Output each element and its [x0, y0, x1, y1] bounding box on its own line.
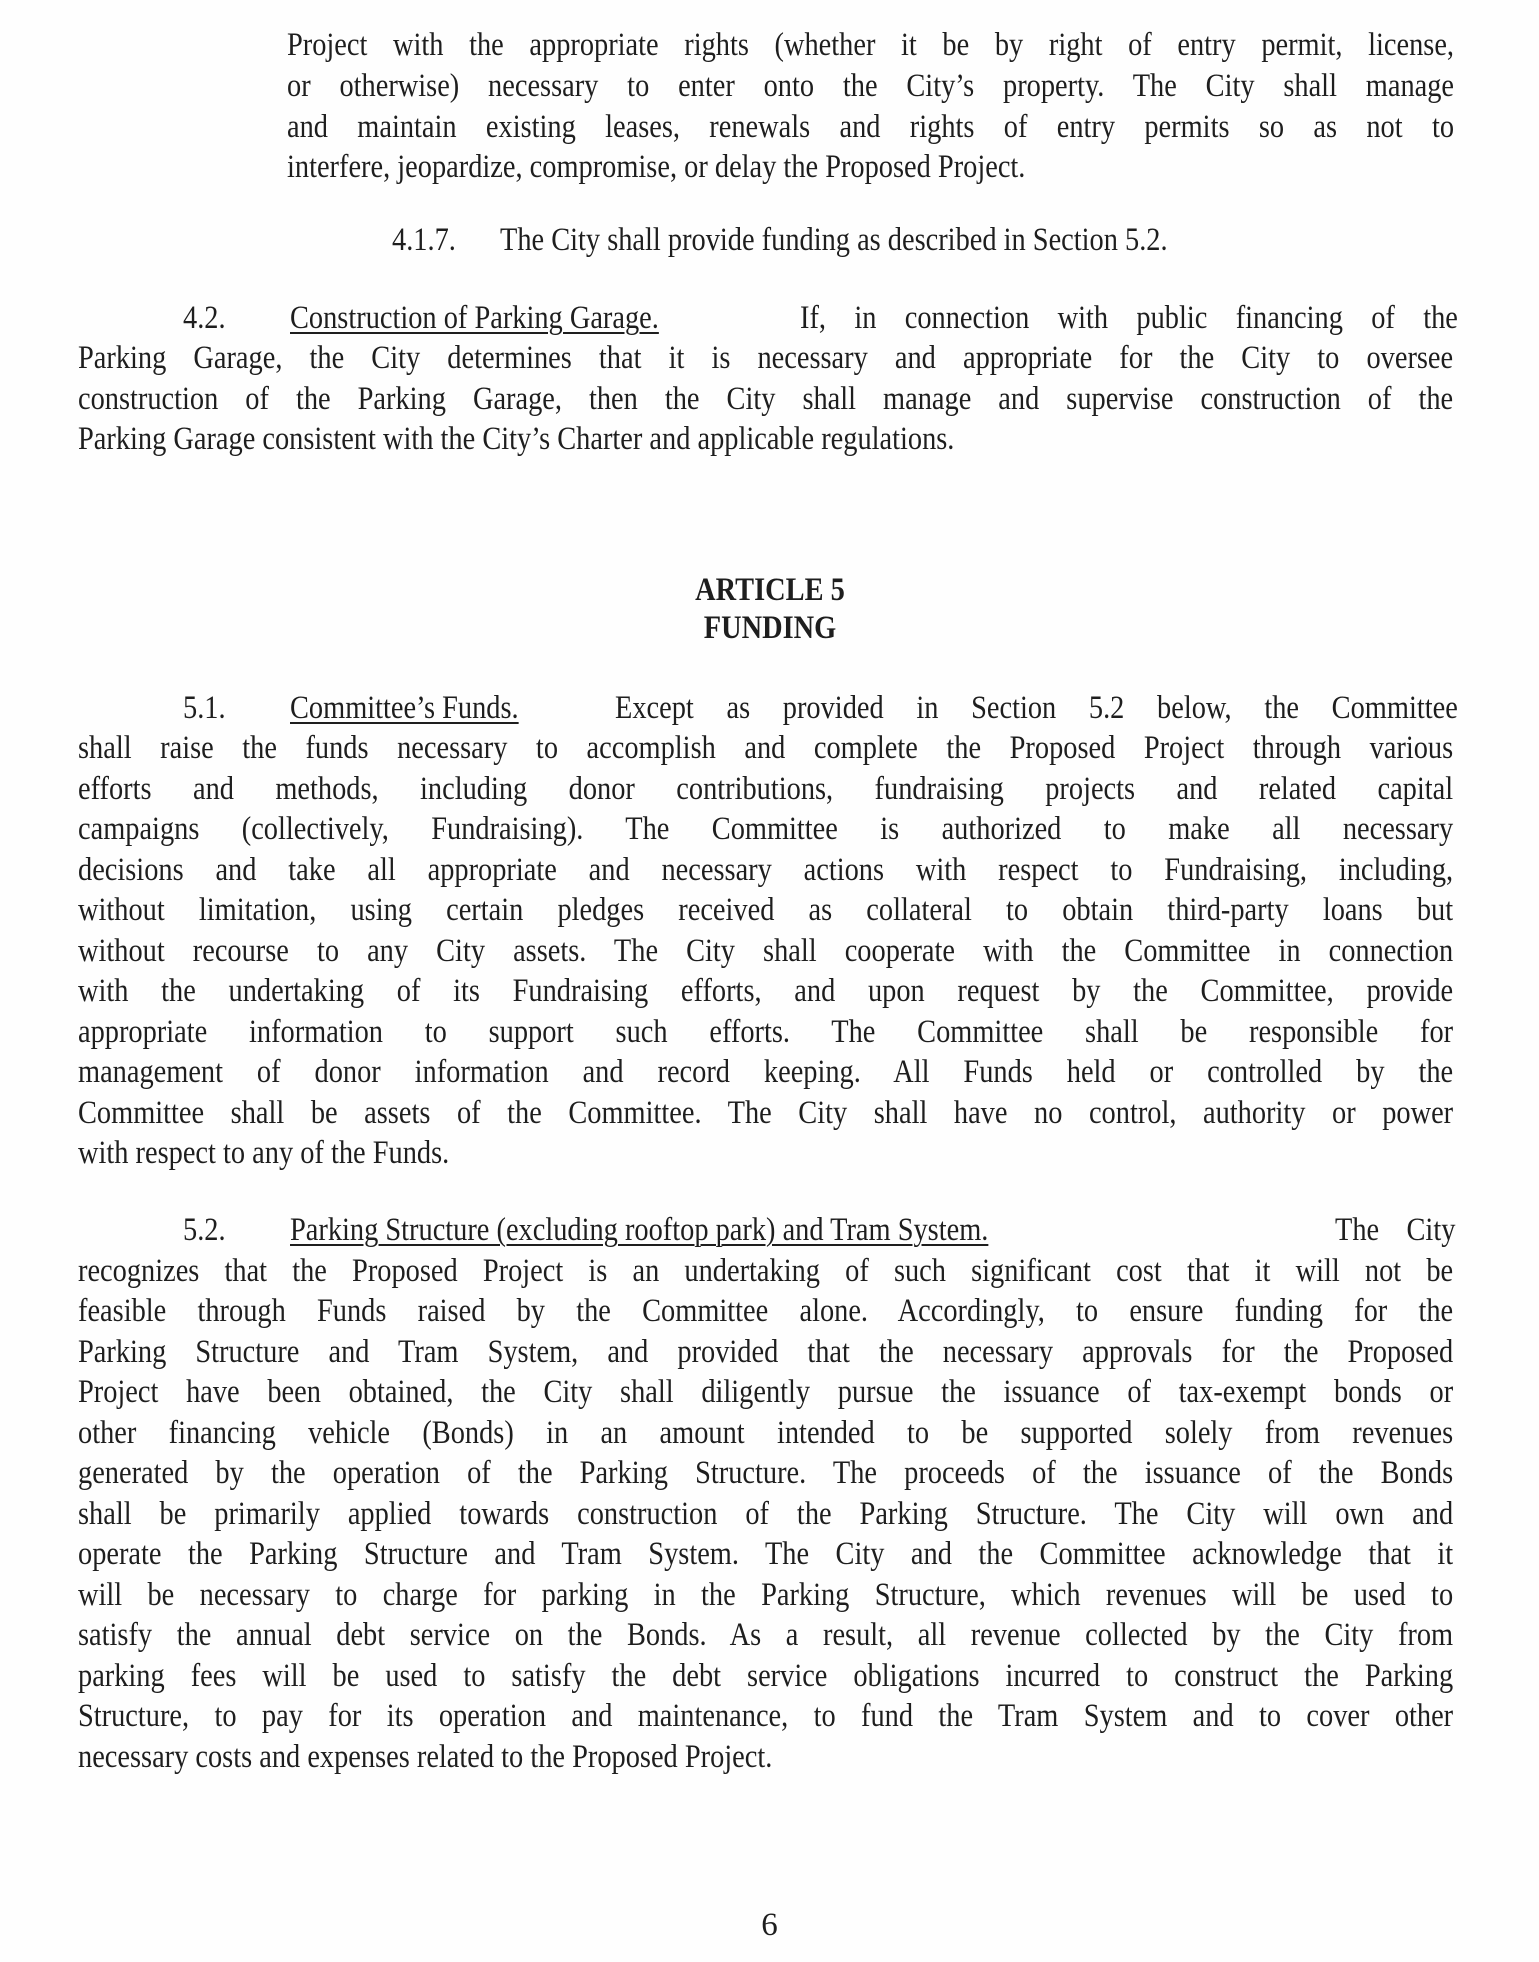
section-heading: Parking Structure (excluding rooftop park) and Tram System. [290, 1212, 989, 1248]
text-line: construction of the Parking Garage, then the City shall manage and supervise construction of the [78, 381, 1454, 417]
text-line: satisfy the annual debt service on the Bonds. As a result, all revenue collected by the City from [78, 1617, 1454, 1653]
text-line: Parking Garage, the City determines that it is necessary and appropriate for the City to oversee [78, 340, 1454, 376]
text-line: necessary costs and expenses related to the Proposed Project. [78, 1739, 773, 1775]
text-line: appropriate information to support such efforts. The Committee shall be responsible for [78, 1014, 1454, 1050]
text-line: or otherwise) necessary to enter onto the City’s property. The City shall manage [287, 68, 1455, 104]
text-line: shall raise the funds necessary to accomplish and complete the Proposed Project through various [78, 730, 1454, 766]
section-number: 4.2. [183, 300, 226, 336]
text-line: will be necessary to charge for parking in the Parking Structure, which revenues will be used to [78, 1577, 1454, 1613]
text-line: with respect to any of the Funds. [78, 1135, 450, 1171]
text-line: Committee shall be assets of the Committee. The City shall have no control, authority or power [78, 1095, 1454, 1131]
article-subtitle: FUNDING [703, 610, 836, 646]
text-line: decisions and take all appropriate and necessary actions with respect to Fundraising, including, [78, 852, 1454, 888]
section-number: 4.1.7. [392, 222, 456, 258]
text-line: interfere, jeopardize, compromise, or delay the Proposed Project. [287, 149, 1026, 185]
section-text: The City shall provide funding as described in Section 5.2. [500, 222, 1168, 258]
section-heading: Construction of Parking Garage. [290, 300, 659, 336]
text-line: Project with the appropriate rights (whether it be by right of entry permit, license, [287, 27, 1455, 63]
text-line: The City [1335, 1212, 1456, 1248]
text-line: campaigns (collectively, Fundraising). The Committee is authorized to make all necessary [78, 811, 1454, 847]
text-line: Structure, to pay for its operation and maintenance, to fund the Tram System and to cover other [78, 1698, 1454, 1734]
text-line: without recourse to any City assets. The City shall cooperate with the Committee in connection [78, 933, 1454, 969]
section-heading: Committee’s Funds. [290, 690, 519, 726]
text-line: operate the Parking Structure and Tram System. The City and the Committee acknowledge that it [78, 1536, 1454, 1572]
page-number: 6 [761, 1907, 778, 1943]
text-line: Project have been obtained, the City shall diligently pursue the issuance of tax-exempt bonds or [78, 1374, 1454, 1410]
text-line: without limitation, using certain pledges received as collateral to obtain third-party loans but [78, 892, 1454, 928]
text-line: recognizes that the Proposed Project is an undertaking of such significant cost that it will not be [78, 1253, 1454, 1289]
text-line: shall be primarily applied towards construction of the Parking Structure. The City will own and [78, 1496, 1454, 1532]
text-line: feasible through Funds raised by the Committee alone. Accordingly, to ensure funding for the [78, 1293, 1454, 1329]
section-number: 5.2. [183, 1212, 226, 1248]
section-number: 5.1. [183, 690, 226, 726]
text-line: parking fees will be used to satisfy the debt service obligations incurred to construct the Parking [78, 1658, 1454, 1694]
text-line: with the undertaking of its Fundraising efforts, and upon request by the Committee, provide [78, 973, 1454, 1009]
text-line: generated by the operation of the Parking Structure. The proceeds of the issuance of the Bonds [78, 1455, 1454, 1491]
text-line: Parking Structure and Tram System, and provided that the necessary approvals for the Proposed [78, 1334, 1454, 1370]
text-line: and maintain existing leases, renewals and rights of entry permits so as not to [287, 109, 1455, 145]
text-line: efforts and methods, including donor contributions, fundraising projects and related capital [78, 771, 1454, 807]
text-line: other financing vehicle (Bonds) in an amount intended to be supported solely from revenues [78, 1415, 1454, 1451]
text-line: management of donor information and record keeping. All Funds held or controlled by the [78, 1054, 1454, 1090]
article-title: ARTICLE 5 [694, 572, 845, 608]
text-line: If, in connection with public financing of the [800, 300, 1458, 336]
text-line: Parking Garage consistent with the City’s Charter and applicable regulations. [78, 421, 955, 457]
text-line: Except as provided in Section 5.2 below, the Committee [615, 690, 1458, 726]
